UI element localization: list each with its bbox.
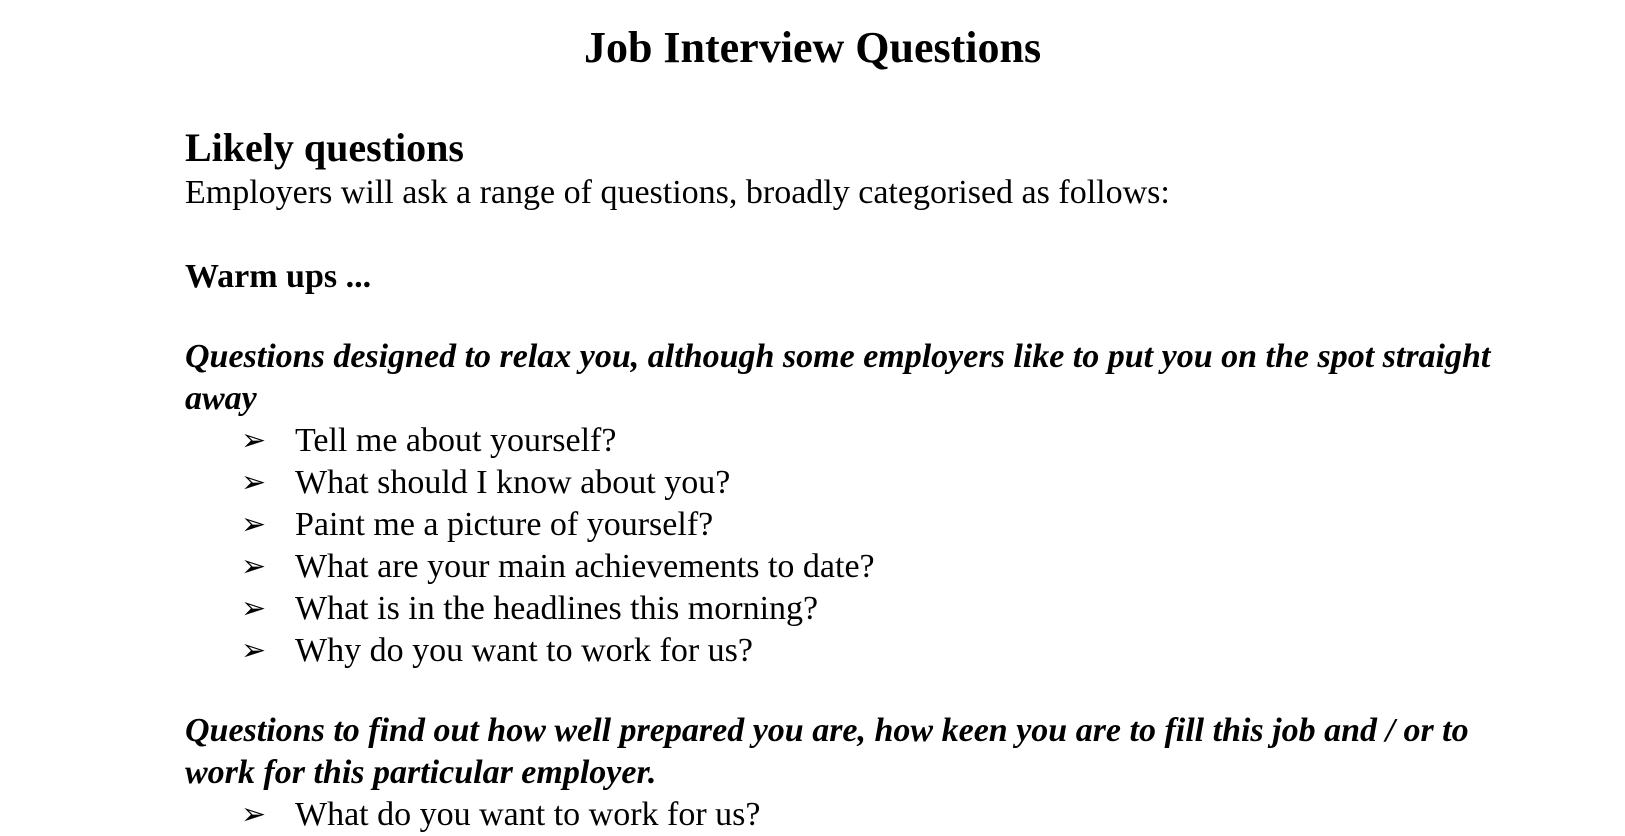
document-title: Job Interview Questions [583, 23, 1042, 72]
arrowhead-bullet-icon: ➢ [241, 423, 267, 458]
warm-ups-heading: Warm ups ... [185, 258, 372, 295]
list-item-text: What is in the headlines this morning? [295, 590, 819, 627]
list-item [185, 630, 1515, 672]
list-item [185, 462, 1515, 504]
arrowhead-bullet-icon: ➢ [241, 591, 267, 626]
arrowhead-bullet-icon: ➢ [241, 633, 267, 668]
list-item-text: Tell me about yourself? [295, 422, 617, 459]
list-item [185, 794, 1515, 836]
list-item [185, 546, 1515, 588]
arrowhead-bullet-icon: ➢ [241, 465, 267, 500]
list-item-text: What are your main achievements to date? [295, 548, 875, 585]
list-item-text: What do you want to work for us? [295, 796, 761, 833]
question-group-preparation [185, 710, 1515, 836]
list-item-text: Paint me a picture of yourself? [295, 506, 714, 543]
question-list [185, 794, 1515, 836]
list-item [185, 588, 1515, 630]
list-item [185, 504, 1515, 546]
arrowhead-bullet-icon: ➢ [241, 507, 267, 542]
list-item-text: Why do you want to work for us? [295, 632, 753, 669]
arrowhead-bullet-icon: ➢ [241, 797, 267, 832]
document-body [185, 124, 1515, 836]
list-item [185, 420, 1515, 462]
section-heading: Likely questions [185, 125, 464, 170]
arrowhead-bullet-icon: ➢ [241, 549, 267, 584]
intro-paragraph: Employers will ask a range of questions, broadly categorised as follows: [185, 174, 1170, 211]
group-lead: Questions to find out how well prepared you are, how keen you are to fill this job and / or to work for this particular employer. [185, 712, 1469, 791]
group-lead: Questions designed to relax you, although some employers like to put you on the spot straight away [185, 338, 1491, 417]
question-group-relax [185, 336, 1515, 672]
list-item-text: What should I know about you? [295, 464, 731, 501]
question-list [185, 420, 1515, 672]
